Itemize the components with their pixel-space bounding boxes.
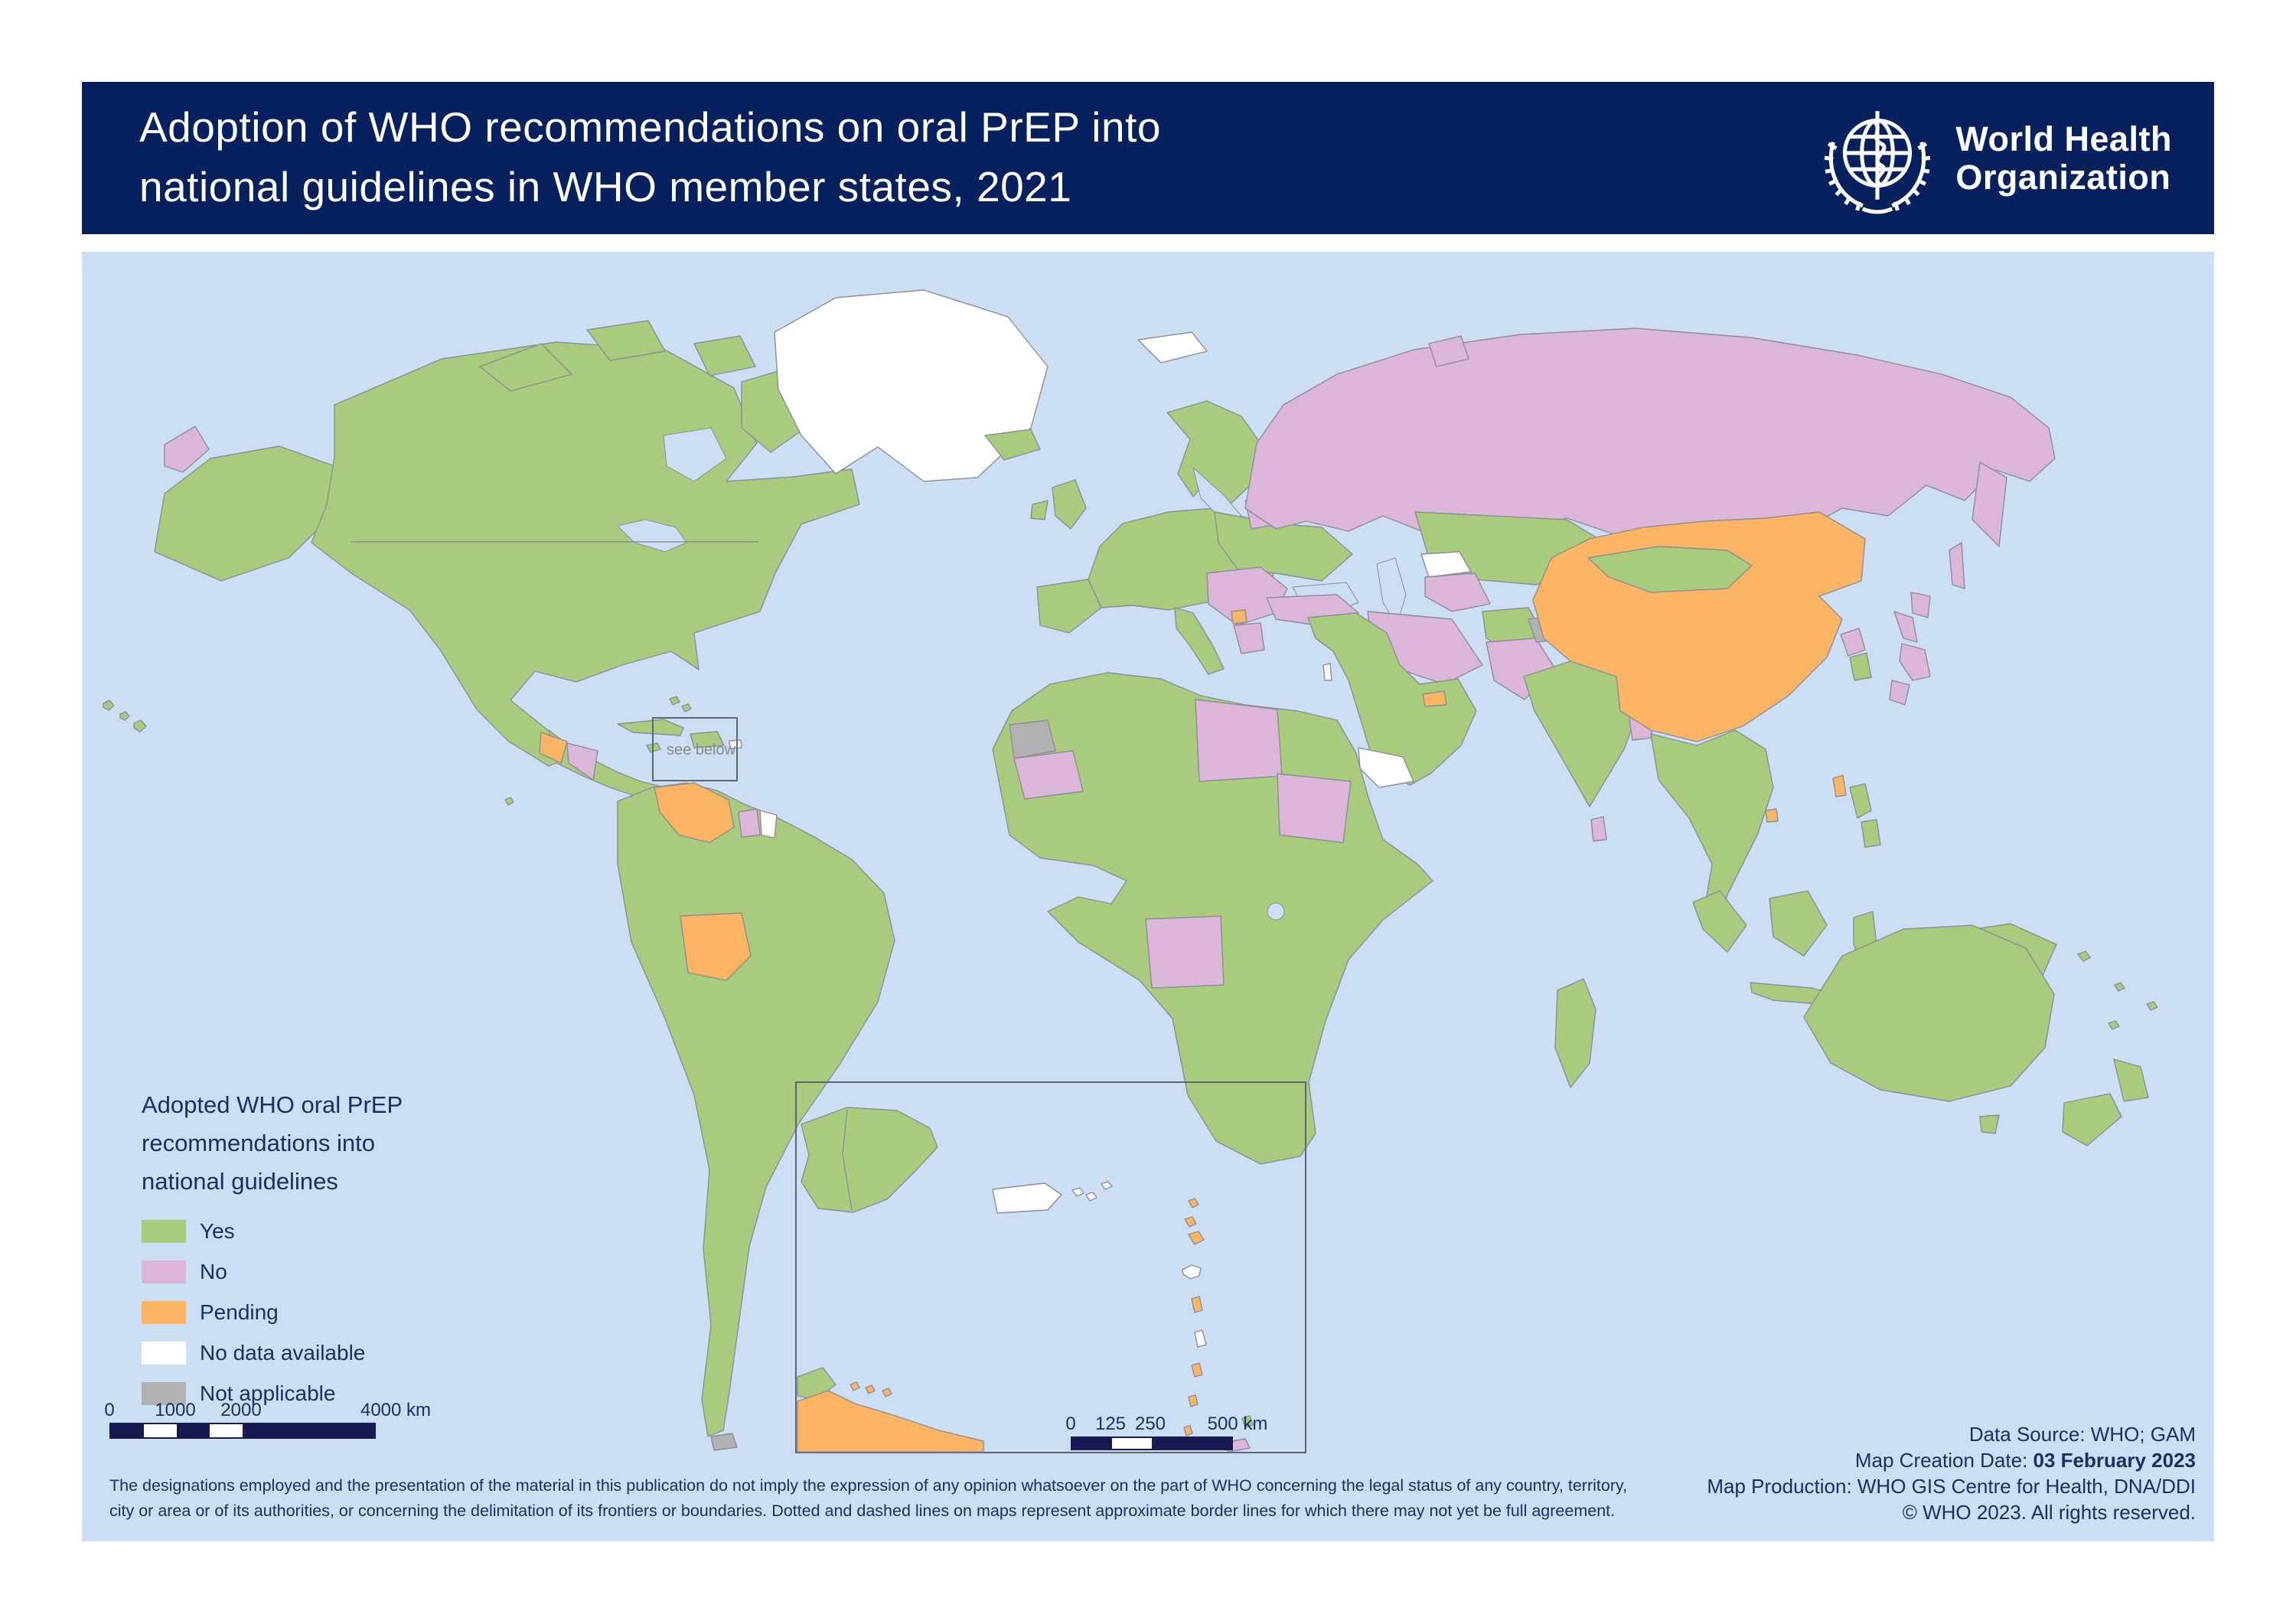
- see-below-label: see below: [667, 742, 736, 758]
- region-pacific-islands: [2078, 951, 2157, 1029]
- credits: [1707, 1421, 2196, 1525]
- credit-data-source: Data Source: WHO; GAM: [1968, 1423, 2196, 1446]
- legend-item-no: [142, 1260, 403, 1284]
- disclaimer-line2: city or area or of its authorities, or concerning the delimitation of its frontiers or boundaries. Dotted and dashed lines on maps represent approximate border lines for which there may not yet be full agreement.: [109, 1502, 1616, 1520]
- inset-leeward-islands: [1185, 1198, 1199, 1227]
- legend-swatch-yes: [142, 1220, 186, 1243]
- region-sudan: [1277, 774, 1351, 843]
- credit-production: Map Production: WHO GIS Centre for Health, DNA/DDI: [1707, 1475, 2196, 1498]
- region-japan: [1890, 592, 1930, 705]
- inset-scale-500: 500 km: [1207, 1414, 1268, 1434]
- region-svalbard: [1138, 332, 1207, 363]
- region-galapagos: [505, 797, 514, 805]
- legend-title-line1: Adopted WHO oral PrEP: [142, 1091, 403, 1118]
- legend-label-pending: Pending: [200, 1300, 279, 1324]
- region-sakhalin: [1949, 543, 1965, 589]
- lake-victoria: [1267, 903, 1284, 920]
- legend-title-line2: recommendations into: [142, 1130, 375, 1156]
- inset-scale-bar-graphic: [1071, 1436, 1233, 1450]
- who-emblem-icon: [1816, 100, 1939, 217]
- region-philippines: [1850, 784, 1880, 847]
- who-logo-text: [1955, 120, 2172, 197]
- map-panel: [82, 252, 2214, 1541]
- disclaimer: [109, 1473, 1627, 1524]
- region-bahamas: [670, 696, 691, 712]
- region-russia: [1245, 328, 2055, 546]
- region-mauritania: [1014, 751, 1083, 799]
- credit-copyright: © WHO 2023. All rights reserved.: [1902, 1501, 2196, 1524]
- main-scale-1000: 1000: [155, 1400, 196, 1420]
- main-scale-bar: [97, 1400, 432, 1439]
- inset-guadeloupe: [1182, 1265, 1201, 1279]
- legend-item-nodata: [142, 1341, 403, 1365]
- region-north-macedonia: [1231, 610, 1247, 624]
- region-hawaii: [103, 700, 146, 732]
- page-title: [139, 97, 1161, 217]
- who-logo-line1: World Health: [1955, 119, 2172, 158]
- region-ireland: [1031, 501, 1048, 520]
- credit-date-value: 03 February 2023: [2033, 1449, 2196, 1472]
- main-scale-0: 0: [104, 1400, 115, 1420]
- region-greece: [1234, 623, 1264, 654]
- credit-date-prefix: Map Creation Date:: [1854, 1449, 2033, 1472]
- legend-swatch-nodata: [142, 1342, 186, 1365]
- region-sri-lanka: [1591, 817, 1606, 841]
- region-angola: [1146, 916, 1224, 988]
- legend-swatch-pending: [142, 1301, 186, 1324]
- legend-label-na: Not applicable: [200, 1381, 336, 1405]
- inset-puerto-rico: [993, 1183, 1062, 1213]
- legend-item-pending: [142, 1300, 403, 1325]
- legend-item-yes: [142, 1219, 403, 1244]
- legend-title: [142, 1086, 403, 1201]
- map-legend: [142, 1086, 403, 1422]
- page-title-line2: national guidelines in WHO member states, 2021: [139, 163, 1072, 210]
- inset-st-lucia: [1192, 1363, 1202, 1377]
- region-tasmania: [1980, 1115, 1999, 1133]
- region-taiwan: [1833, 775, 1846, 797]
- inset-dominica: [1192, 1296, 1202, 1313]
- legend-title-line3: national guidelines: [142, 1168, 338, 1195]
- region-south-korea: [1850, 653, 1871, 680]
- region-north-korea: [1841, 628, 1865, 656]
- region-cuba: [618, 719, 683, 735]
- main-scale-2000: 2000: [220, 1400, 262, 1420]
- inset-scale-125: 125: [1094, 1414, 1127, 1434]
- legend-label-no: No: [200, 1260, 227, 1283]
- legend-label-nodata: No data available: [200, 1341, 366, 1365]
- region-uae: [1423, 691, 1446, 706]
- credit-creation-date: [1707, 1447, 2196, 1473]
- region-israel: [1323, 664, 1332, 680]
- main-scale-bar-graphic: [109, 1423, 376, 1439]
- who-logo: [1816, 100, 2172, 217]
- region-tierra-del-fuego: [711, 1433, 737, 1450]
- region-australia: [1804, 925, 2054, 1101]
- region-new-zealand: [2063, 1059, 2148, 1146]
- inset-scale-0: 0: [1065, 1414, 1076, 1434]
- region-libya: [1195, 699, 1282, 781]
- region-madagascar: [1555, 979, 1596, 1088]
- main-scale-ticks: [97, 1400, 432, 1423]
- region-suriname: [739, 809, 760, 837]
- disclaimer-line1: The designations employed and the presentation of the material in this publication do not imply the expression of any opinion whatsoever on the part of WHO concerning the legal status of any country, territory,: [109, 1476, 1628, 1495]
- region-italy: [1175, 608, 1224, 674]
- page-title-line1: Adoption of WHO recommendations on oral PrEP into: [139, 103, 1161, 151]
- inset-venezuela-coast: [797, 1391, 983, 1452]
- legend-label-yes: Yes: [200, 1219, 235, 1243]
- inset-scale-bar: [1054, 1414, 1283, 1450]
- inset-scale-250: 250: [1134, 1414, 1166, 1434]
- region-french-guiana: [760, 810, 777, 838]
- main-scale-4000: 4000 km: [360, 1400, 432, 1420]
- inset-st-vincent: [1189, 1395, 1198, 1407]
- header-bar: [82, 82, 2214, 234]
- legend-items: [142, 1219, 403, 1406]
- legend-swatch-no: [142, 1260, 186, 1283]
- inset-hispaniola: [801, 1107, 938, 1212]
- inset-antigua: [1189, 1231, 1204, 1244]
- inset-scale-ticks: [1054, 1414, 1283, 1436]
- inset-martinique: [1195, 1330, 1206, 1347]
- inset-abc-islands: [850, 1382, 892, 1397]
- inset-virgin-islands: [1072, 1182, 1112, 1201]
- region-hainan: [1766, 809, 1778, 822]
- who-logo-line2: Organization: [1955, 158, 2171, 197]
- region-uk: [1052, 480, 1086, 529]
